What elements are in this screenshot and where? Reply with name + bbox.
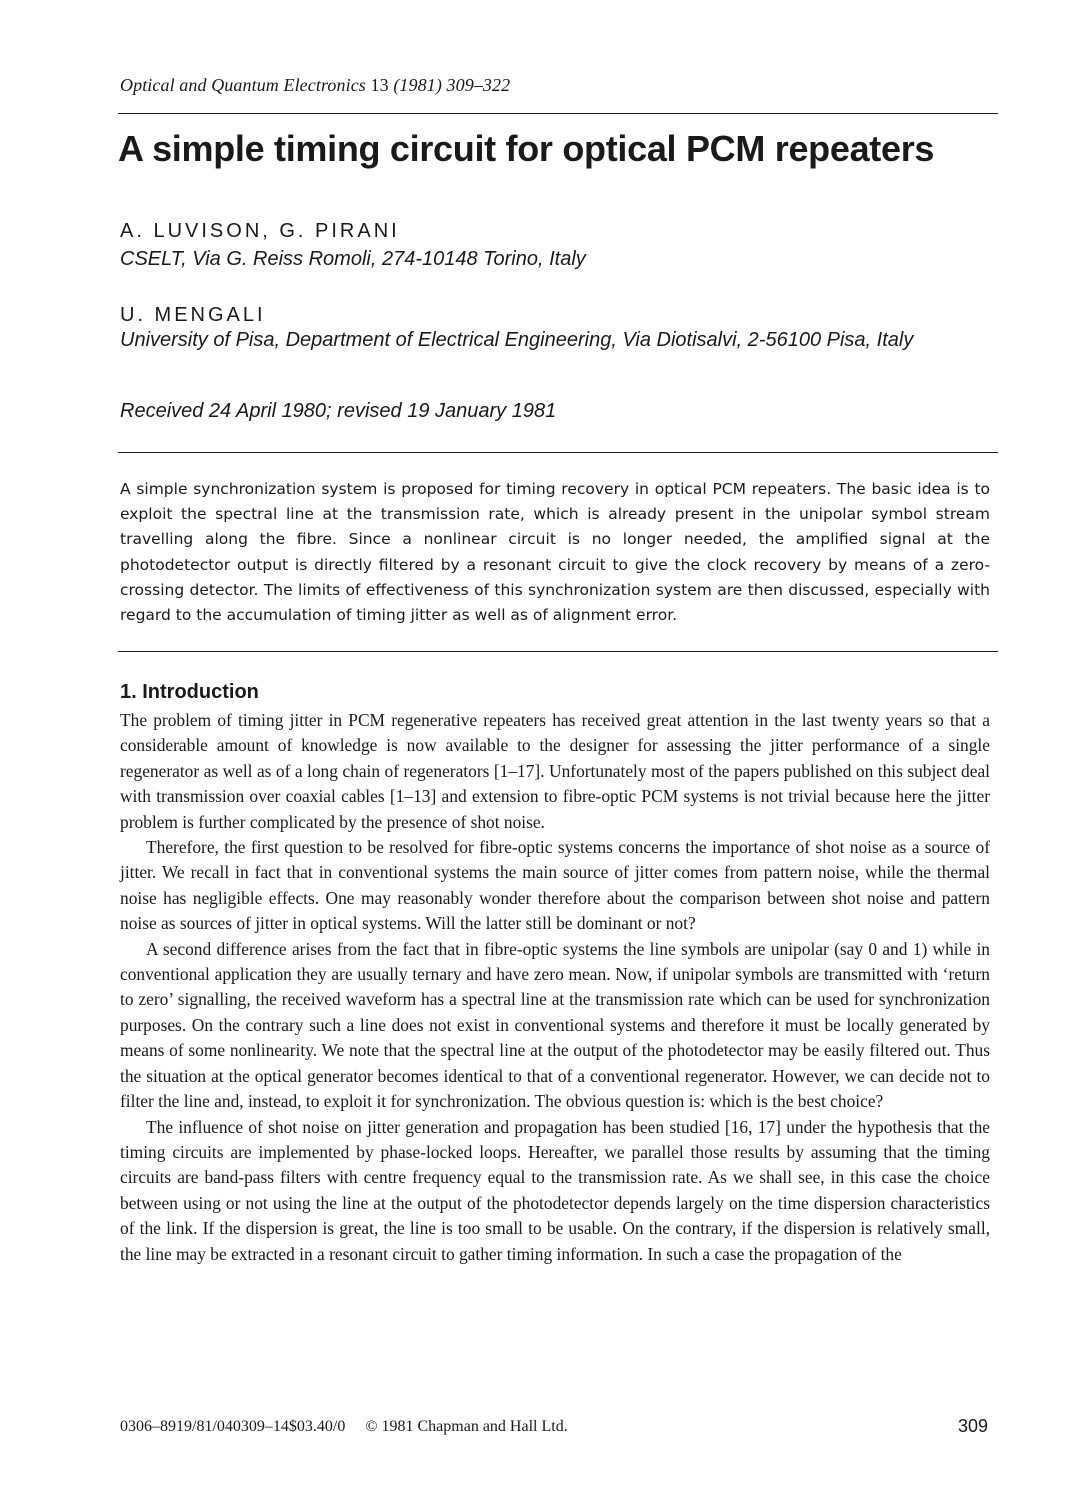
footer-copyright: © 1981 Chapman and Hall Ltd. bbox=[365, 1418, 568, 1435]
abstract-bottom-divider bbox=[118, 651, 998, 652]
paragraph: Therefore, the first question to be resolved for fibre-optic systems concerns the importance of shot noise as a source of jitter. We recall in fact that in conventional systems the main source of jitter comes from pattern noise, while the thermal noise has negligible effects. One may reasonably wonder therefore about the comparison between shot noise and pattern noise as sources of jitter in optical systems. Will the latter still be dominant or not? bbox=[120, 837, 990, 934]
paragraph: The problem of timing jitter in PCM regenerative repeaters has received great attention in the last twenty years so that a considerable amount of knowledge is now available to the designer for assessing the jitter performance of a single regenerator as well as of a long chain of regenerators [1–17]. Unfortunately most of the papers published on this subject deal with transmission over coaxial cables [1–13] and extension to fibre-optic PCM systems is not trivial because here the jitter problem is further complicated by the presence of shot noise. bbox=[120, 710, 990, 832]
affiliation-1: CSELT, Via G. Reiss Romoli, 274-10148 Torino, Italy bbox=[120, 248, 586, 270]
received-dates: Received 24 April 1980; revised 19 January 1981 bbox=[120, 400, 557, 422]
journal-name: Optical and Quantum Electronics bbox=[120, 75, 366, 95]
journal-volume: 13 bbox=[370, 75, 389, 95]
footer-code: 0306–8919/81/040309–14$03.40/0 bbox=[120, 1418, 346, 1435]
footer bbox=[120, 1418, 568, 1436]
paragraph: A second difference arises from the fact that in fibre-optic systems the line symbols are unipolar (say 0 and 1) while in conventional application they are usually ternary and have zero mean. Now, if unipolar symbols are transmitted with ‘return to zero’ signalling, the received waveform has a spectral line at the transmission rate which can be used for synchronization purposes. On the contrary such a line does not exist in conventional systems and therefore it must be locally generated by means of some nonlinearity. We note that the spectral line at the output of the photodetector may be easily filtered out. Thus the situation at the optical generator becomes identical to that of a conventional regenerator. However, we can decide not to filter the line and, instead, to exploit it for synchronization. The obvious question is: which is the best choice? bbox=[120, 938, 990, 1112]
journal-year: (1981) bbox=[393, 75, 442, 95]
authors-line-2: U. MENGALI bbox=[120, 304, 266, 326]
abstract-top-divider bbox=[118, 452, 998, 453]
page-number: 309 bbox=[957, 1416, 988, 1436]
journal-citation bbox=[120, 75, 510, 96]
body-text bbox=[120, 708, 990, 1267]
abstract: A simple synchronization system is proposed for timing recovery in optical PCM repeaters. The basic idea is to exploit the spectral line at the transmission rate, which is already present in the unipolar symbol stream travelling along the fibre. Since a nonlinear circuit is no longer needed, the amplified signal at the photodetector output is directly filtered by a resonant circuit to give the clock recovery by means of a zero-crossing detector. The limits of effectiveness of this synchronization system are then discussed, especially with regard to the accumulation of timing jitter as well as of alignment error. bbox=[120, 480, 990, 625]
section-heading: 1. Introduction bbox=[120, 681, 259, 703]
authors-line-1: A. LUVISON, G. PIRANI bbox=[120, 220, 400, 242]
paper-title: A simple timing circuit for optical PCM repeaters bbox=[118, 128, 935, 169]
journal-pages: 309–322 bbox=[446, 75, 511, 95]
affiliation-2: University of Pisa, Department of Electrical Engineering, Via Diotisalvi, 2-56100 Pisa, Italy bbox=[120, 329, 914, 351]
paragraph: The influence of shot noise on jitter generation and propagation has been studied [16, 17] under the hypothesis that the timing circuits are implemented by phase-locked loops. Hereafter, we parallel those results by assuming that the timing circuits are band-pass filters with centre frequency equal to the transmission rate. As we shall see, in this case the choice between using or not using the line at the output of the photodetector depends largely on the time dispersion characteristics of the link. If the dispersion is great, the line is too small to be usable. On the contrary, if the dispersion is relatively small, the line may be extracted in a resonant circuit to gather timing information. In such a case the propagation of the bbox=[120, 1116, 990, 1264]
header-divider bbox=[118, 113, 998, 114]
